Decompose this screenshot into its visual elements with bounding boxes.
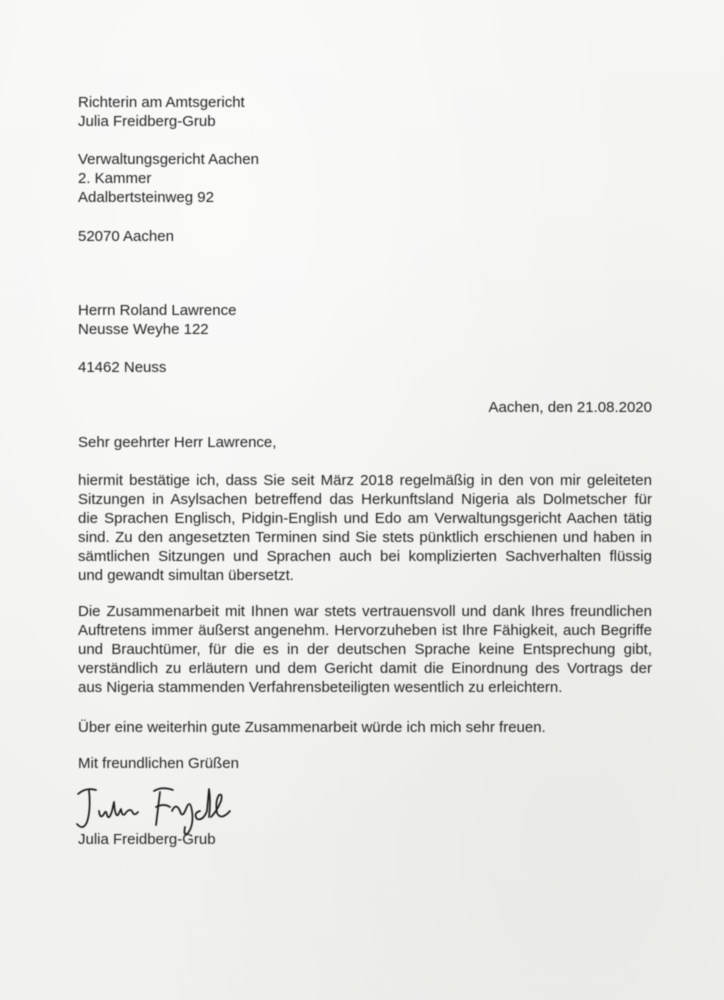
court-address [78, 150, 259, 207]
body-paragraph-3 [78, 718, 652, 737]
court-city-block [78, 227, 174, 246]
sender-name: Julia Freidberg-Grub [78, 113, 216, 130]
paragraph-line: Über eine weiterhin gute Zusammenarbeit würde ich mich sehr freuen. [78, 719, 546, 736]
letter-date: Aachen, den 21.08.2020 [488, 399, 652, 416]
paragraph-line: Sitzungen in Asylsachen betreffend das Herkunftsland Nigeria als Dolmetscher für [78, 491, 652, 508]
court-name: Verwaltungsgericht Aachen [78, 151, 259, 168]
body-paragraph-2 [78, 602, 652, 697]
paragraph-line: und Brauchtümer, für die es in der deutschen Sprache keine Entsprechung gibt, [78, 641, 652, 658]
court-street: Adalbertsteinweg 92 [78, 189, 214, 206]
paragraph-line: hiermit bestätige ich, dass Sie seit März 2018 regelmäßig in den von mir geleiteten [78, 472, 652, 489]
court-chamber: 2. Kammer [78, 170, 152, 187]
signature-printed-name: Julia Freidberg-Grub [78, 831, 216, 848]
paragraph-line: Auftretens immer äußerst angenehm. Hervorzuheben ist Ihre Fähigkeit, auch Begriffe [78, 622, 652, 639]
paragraph-line: und gewandt simultan übersetzt. [78, 567, 294, 584]
recipient-city: 41462 Neuss [78, 359, 167, 376]
paragraph-line: sind. Zu den angesetzten Terminen sind Sie stets pünktlich erschienen und haben in [78, 529, 652, 546]
paragraph-line: sämtlichen Sitzungen und Sprachen auch bei komplizierten Sachverhalten flüssig [78, 548, 652, 565]
paragraph-line: die Sprachen Englisch, Pidgin-English und Edo am Verwaltungsgericht Aachen tätig [78, 510, 652, 527]
paragraph-line: Die Zusammenarbeit mit Ihnen war stets vertrauensvoll und dank Ihres freundlichen [78, 603, 652, 620]
closing-block [78, 754, 239, 773]
body-paragraph-1 [78, 471, 652, 585]
sender-title: Richterin am Amtsgericht [78, 94, 245, 111]
court-city: 52070 Aachen [78, 228, 174, 245]
salutation: Sehr geehrter Herr Lawrence, [78, 434, 277, 451]
sender-block [78, 93, 245, 131]
closing: Mit freundlichen Grüßen [78, 755, 239, 772]
recipient-city-block [78, 358, 166, 377]
paragraph-line: verständlich zu erläutern und dem Gericht damit die Einordnung des Vortrags der [78, 660, 652, 677]
recipient-name: Herrn Roland Lawrence [78, 302, 237, 319]
recipient-street: Neusse Weyhe 122 [78, 321, 209, 338]
paragraph-line: aus Nigeria stammenden Verfahrensbeteiligten wesentlich zu erleichtern. [78, 679, 563, 696]
salutation-block [78, 433, 276, 452]
recipient-address [78, 301, 236, 339]
signature-name-block [78, 830, 216, 849]
